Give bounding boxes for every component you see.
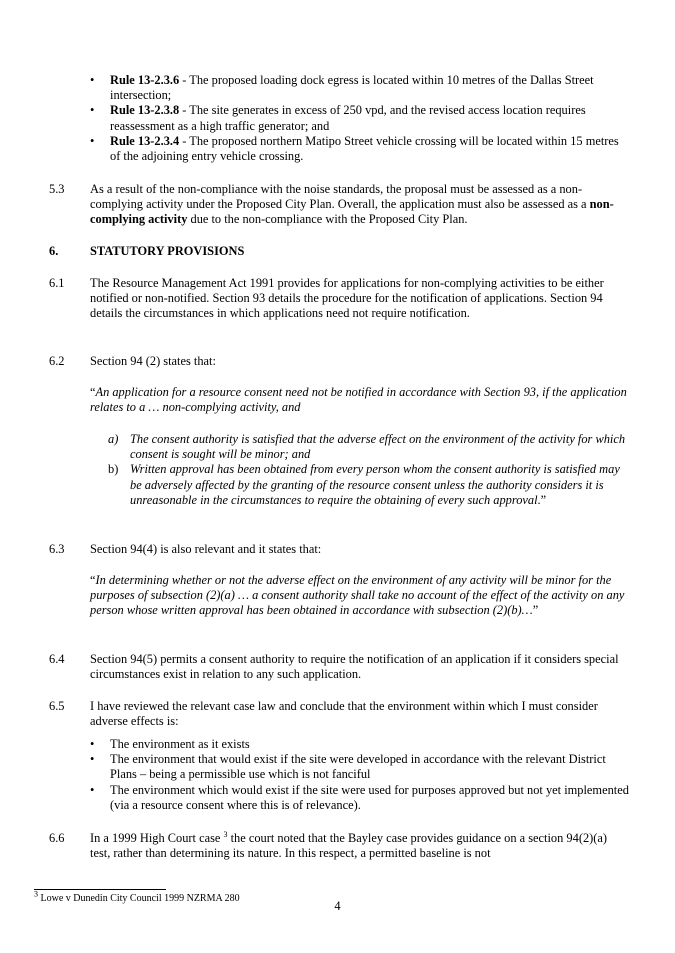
list-item [108,462,628,508]
bullet-icon: • [90,752,95,767]
paragraph-text: the court noted that the Bayley case provides guidance on a section 94(2)(a) test, rather than determining its nature. In this respect, a permitted baseline is not [90,831,608,861]
section-number: 6. [49,244,59,258]
list-item [90,752,630,782]
bullet-icon: • [90,133,95,148]
rule-ref: Rule 13-2.3.8 [110,103,180,118]
paragraph-6-6 [90,831,630,861]
bullet-icon: • [90,782,95,797]
list-item [90,134,630,164]
paragraph-5-3 [90,182,630,228]
quote-mark: “ [90,573,96,587]
item-label: a) [108,432,119,446]
item-label: b) [108,462,119,477]
footnote-ref: 3 [223,829,228,839]
item-text: The environment which would exist if the site were used for purposes approved but not yet implemented (via a resource consent where this is of relevance). [110,782,629,812]
quote-mark: .” [537,492,547,507]
bullet-icon: • [90,737,95,751]
item-text: The environment as it exists [110,737,250,751]
paragraph-6-5: I have reviewed the relevant case law and conclude that the environment within which I must consider adverse effects is: [90,699,598,729]
paragraph-number: 6.5 [49,699,65,713]
paragraph-6-3: Section 94(4) is also relevant and it states that: [90,542,322,556]
paragraph-6-2: Section 94 (2) states that: [90,354,216,368]
list-item [108,432,628,462]
list-item [90,103,630,133]
quote-block [90,573,630,619]
lettered-list [108,432,628,508]
page-number: 4 [334,899,341,913]
section-heading: STATUTORY PROVISIONS [90,244,245,258]
paragraph-text: As a result of the non-compliance with the noise standards, the proposal must be assessed as a non-complying activity under the Proposed City Plan. Overall, the application must also be assessed as a [90,182,590,212]
bold-term: non-complying activity [90,197,614,227]
paragraph-number: 6.2 [49,354,65,368]
item-text: Written approval has been obtained from every person whom the consent authority is satisfied may be adversely affected by the granting of the resource consent unless the authority considers it is unreasonable in the circumstances to require the obtaining of every such approval [130,462,620,507]
rule-bullet-list [90,73,630,164]
footnote-text: Lowe v Dunedin City Council 1999 NZRMA 280 [38,893,240,904]
rule-text: - The proposed loading dock egress is located within 10 metres of the Dallas Street intersection; [110,73,594,103]
quote-mark: ” [532,603,539,618]
rule-ref: Rule 13-2.3.4 [110,133,180,148]
list-item [90,73,630,103]
list-item [90,737,630,752]
paragraph-number: 6.3 [49,542,65,556]
quote-text: An application for a resource consent need not be notified in accordance with Section 93, if the application relates to a … non-complying activity, and [90,385,627,415]
footnote-marker: 3 [34,889,38,899]
footnote-separator [34,889,166,890]
rule-text: - The proposed northern Matipo Street vehicle crossing will be located within 15 metres of the adjoining entry vehicle crossing. [110,133,619,164]
paragraph-text: In a 1999 High Court case [90,831,224,845]
quote-mark: “ [90,385,96,399]
environment-bullet-list [90,737,630,813]
item-text: The consent authority is satisfied that the adverse effect on the environment of the activity for which consent is sought will be minor; and [130,432,626,462]
bullet-icon: • [90,103,95,118]
paragraph-6-4: Section 94(5) permits a consent authority to require the notification of an application if it considers special circumstances exist in relation to any such application. [90,652,619,682]
paragraph-text: due to the non-compliance with the Proposed City Plan. [187,212,468,227]
paragraph-number: 6.6 [49,831,65,845]
quote-text: In determining whether or not the adverse effect on the environment of any activity will be minor for the purposes of subsection (2)(a) … a consent authority shall take no account of the effect of the activity on any person whose written approval has been obtained in accordance with subsection (2)(b)… [90,573,625,618]
rule-ref: Rule 13-2.3.6 [110,73,180,87]
quote-block [90,385,630,415]
item-text: The environment that would exist if the site were developed in accordance with the relevant District Plans – being a permissible use which is not fanciful [110,752,606,782]
paragraph-number: 5.3 [49,182,65,196]
paragraph-number: 6.1 [49,276,65,290]
bullet-icon: • [90,73,95,87]
paragraph-number: 6.4 [49,652,65,666]
list-item [90,783,630,813]
rule-text: - The site generates in excess of 250 vpd, and the revised access location requires reassessment as a high traffic generator; and [110,103,586,133]
paragraph-6-1: The Resource Management Act 1991 provides for applications for non-complying activities to be either notified or non-notified. Section 93 details the procedure for the notification of applications. Section 94 details the circumstances in which applications need not require notification. [90,276,604,321]
